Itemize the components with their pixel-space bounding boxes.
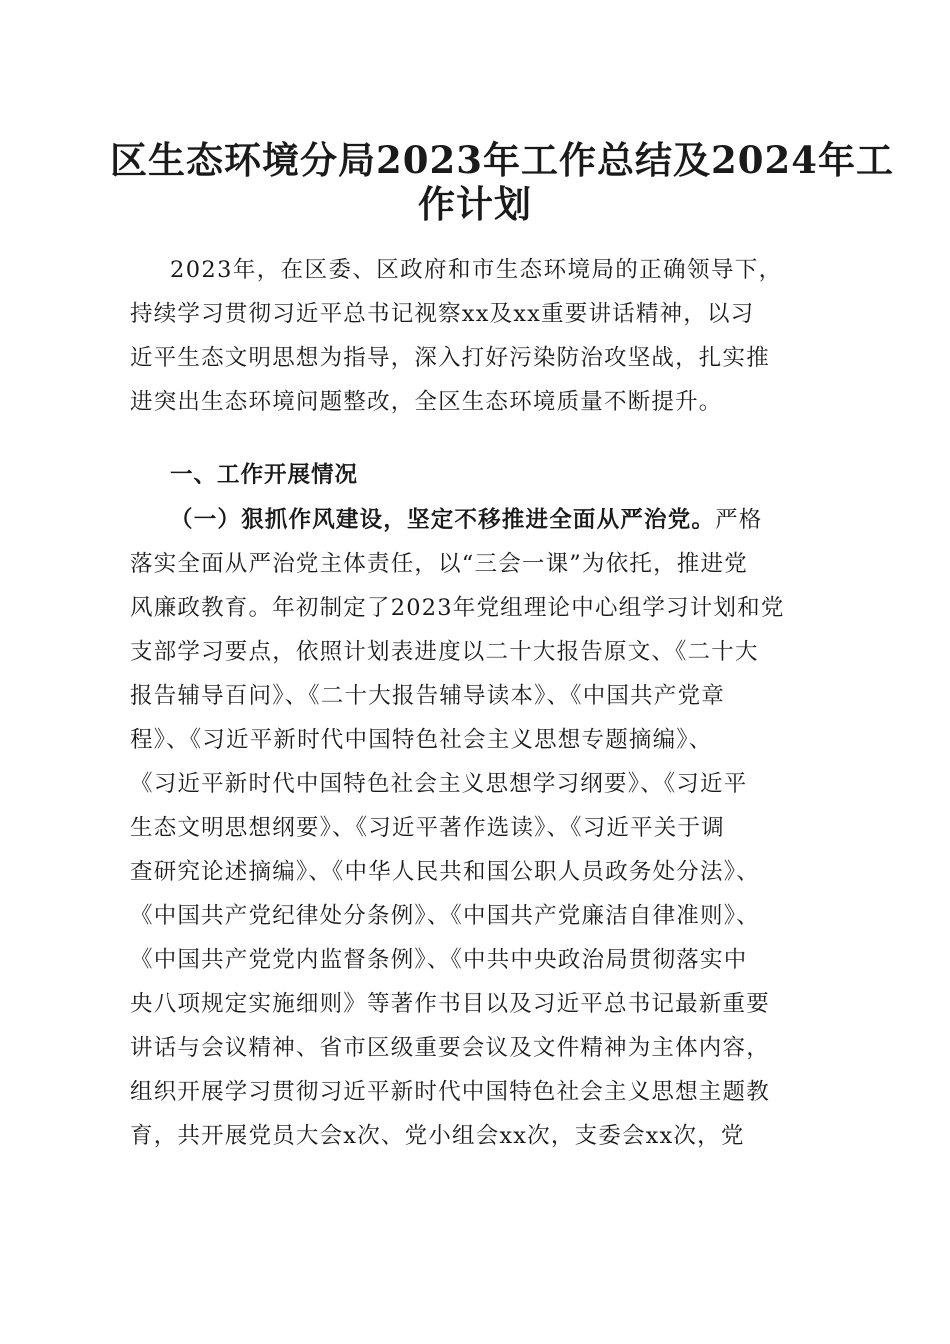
document-title-line-1: 区生态环境分局2023年工作总结及2024年工	[110, 138, 894, 182]
subsection-1-lead: （一）狠抓作风建设，坚定不移推进全面从严治党。	[170, 507, 716, 533]
subsection-1-first-line	[170, 505, 830, 535]
body-line-11: 央八项规定实施细则》等著作书目以及习近平总书记最新重要	[130, 991, 770, 1017]
document-title-line-2: 作计划	[418, 182, 532, 226]
body-line-6: 《习近平新时代中国特色社会主义思想学习纲要》、《习近平	[130, 771, 748, 797]
body-line-7: 生态文明思想纲要》、《习近平著作选读》、《习近平关于调	[130, 815, 725, 841]
body-line-1: 落实全面从严治党主体责任，以“三会一课”为依托，推进党	[130, 551, 748, 577]
body-line-12: 讲话与会议精神、省市区级重要会议及文件精神为主体内容，	[130, 1035, 770, 1061]
section-heading-1: 一、工作开展情况	[170, 462, 359, 488]
body-line-3: 支部学习要点，依照计划表进度以二十大报告原文、《二十大	[130, 639, 759, 665]
body-line-8: 查研究论述摘编》、《中华人民共和国公职人员政务处分法》、	[130, 859, 760, 885]
intro-line-1: 2023年，在区委、区政府和市生态环境局的正确领导下，	[170, 257, 783, 283]
body-line-13: 组织开展学习贯彻习近平新时代中国特色社会主义思想主题教	[130, 1079, 770, 1105]
body-line-9: 《中国共产党纪律处分条例》、《中国共产党廉洁自律准则》、	[130, 903, 760, 929]
intro-line-3: 近平生态文明思想为指导，深入打好污染防治攻坚战，扎实推	[130, 345, 770, 371]
body-line-2: 风廉政教育。年初制定了2023年党组理论中心组学习计划和党	[130, 595, 785, 621]
body-line-14: 育，共开展党员大会x次、党小组会xx次，支委会xx次，党	[130, 1123, 745, 1149]
body-line-5: 程》、《习近平新时代中国特色社会主义思想专题摘编》、	[130, 727, 713, 753]
subsection-1-first-tail: 严格	[715, 507, 763, 533]
body-line-10: 《中国共产党党内监督条例》、《中共中央政治局贯彻落实中	[130, 947, 748, 973]
body-line-4: 报告辅导百问》、《二十大报告辅导读本》、《中国共产党章	[130, 683, 725, 709]
intro-line-4: 进突出生态环境问题整改，全区生态环境质量不断提升。	[130, 389, 723, 415]
intro-line-2: 持续学习贯彻习近平总书记视察xx及xx重要讲话精神，以习	[130, 301, 755, 327]
